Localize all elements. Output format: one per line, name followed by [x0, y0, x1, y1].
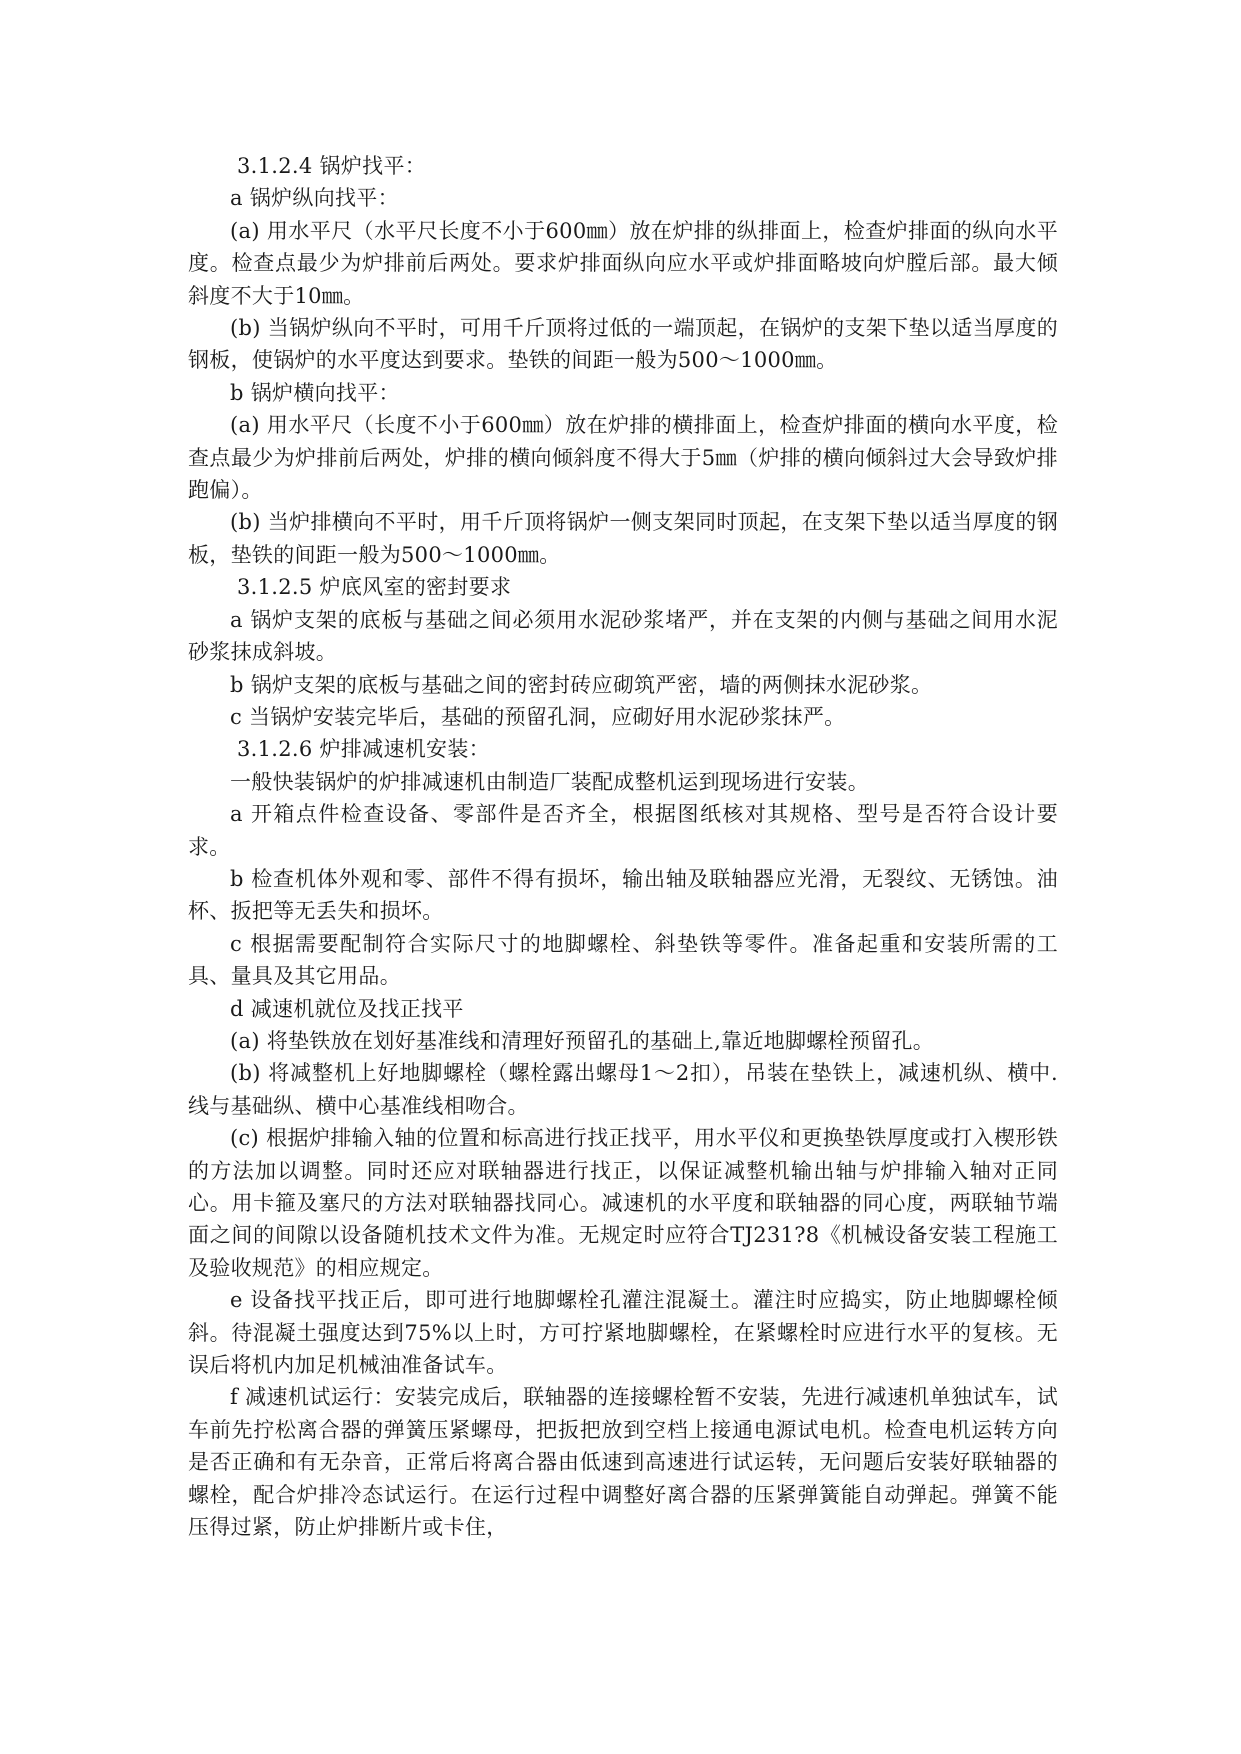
- paragraph: a 锅炉支架的底板与基础之间必须用水泥砂浆堵严，并在支架的内侧与基础之间用水泥砂浆抹成斜坡。: [188, 607, 1058, 665]
- paragraph: f 减速机试运行：安装完成后，联轴器的连接螺栓暂不安装，先进行减速机单独试车，试车前先拧松离合器的弹簧压紧螺母，把扳把放到空档上接通电源试电机。检查电机运转方向是否正确和有无杂音，正常后将离合器由低速到高速进行试运转，无问题后安装好联轴器的螺栓，配合炉排冷态试运行。在运行过程中调整好离合器的压紧弹簧能自动弹起。弹簧不能压得过紧，防止炉排断片或卡住，: [188, 1385, 1058, 1540]
- paragraph: b 锅炉支架的底板与基础之间的密封砖应砌筑严密，墙的两侧抹水泥砂浆。: [230, 672, 933, 697]
- paragraph: (c) 根据炉排输入轴的位置和标高进行找正找平，用水平仪和更换垫铁厚度或打入楔形铁的方法加以调整。同时还应对联轴器进行找正，以保证减整机输出轴与炉排输入轴对正同心。用卡箍及塞尺的方法对联轴器找同心。减速机的水平度和联轴器的同心度，两联轴节端面之间的间隙以设备随机技术文件为准。无规定时应符合TJ231?8《机械设备安装工程施工及验收规范》的相应规定。: [188, 1126, 1058, 1280]
- paragraph: (a) 用水平尺（水平尺长度不小于600㎜）放在炉排的纵排面上，检查炉排面的纵向水平度。检查点最少为炉排前后两处。要求炉排面纵向应水平或炉排面略坡向炉膛后部。最大倾斜度不大于10㎜。: [188, 218, 1058, 308]
- paragraph: (a) 将垫铁放在划好基准线和清理好预留孔的基础上,靠近地脚螺栓预留孔。: [230, 1028, 935, 1053]
- paragraph: c 当锅炉安装完毕后，基础的预留孔洞，应砌好用水泥砂浆抹严。: [230, 704, 846, 729]
- subsection-d-heading: d 减速机就位及找正找平: [230, 996, 464, 1021]
- paragraph: (b) 将减整机上好地脚螺栓（螺栓露出螺母1～2扣），吊装在垫铁上，减速机纵、横中.线与基础纵、横中心基准线相吻合。: [188, 1061, 1058, 1118]
- paragraph: (a) 用水平尺（长度不小于600㎜）放在炉排的横排面上，检查炉排面的横向水平度，检查点最少为炉排前后两处，炉排的横向倾斜度不得大于5㎜（炉排的横向倾斜过大会导致炉排跑偏）。: [188, 413, 1058, 503]
- section-heading-3-1-2-5: 3.1.2.5 炉底风室的密封要求: [237, 575, 512, 600]
- paragraph: (b) 当炉排横向不平时，用千斤顶将锅炉一侧支架同时顶起，在支架下垫以适当厚度的钢板，垫铁的间距一般为500～1000㎜。: [188, 510, 1058, 567]
- paragraph: c 根据需要配制符合实际尺寸的地脚螺栓、斜垫铁等零件。准备起重和安装所需的工具、量具及其它用品。: [188, 931, 1058, 989]
- paragraph: b 检查机体外观和零、部件不得有损坏，输出轴及联轴器应光滑，无裂纹、无锈蚀。油杯、扳把等无丢失和损坏。: [188, 866, 1058, 924]
- paragraph: 一般快装锅炉的炉排减速机由制造厂装配成整机运到现场进行安装。: [230, 769, 869, 794]
- section-heading-3-1-2-4: 3.1.2.4 锅炉找平：: [237, 154, 427, 178]
- paragraph: a 开箱点件检查设备、零部件是否齐全，根据图纸核对其规格、型号是否符合设计要求。: [188, 802, 1058, 859]
- document-body: [188, 150, 1058, 1543]
- paragraph: e 设备找平找正后，即可进行地脚螺栓孔灌注混凝土。灌注时应捣实，防止地脚螺栓倾斜。待混凝土强度达到75%以上时，方可拧紧地脚螺栓，在紧螺栓时应进行水平的复核。无误后将机内加足机械油准备试车。: [188, 1288, 1058, 1378]
- subsection-b-heading: b 锅炉横向找平：: [230, 380, 400, 405]
- section-heading-3-1-2-6: 3.1.2.6 炉排减速机安装：: [237, 737, 490, 762]
- paragraph: (b) 当锅炉纵向不平时，可用千斤顶将过低的一端顶起，在锅炉的支架下垫以适当厚度的钢板，使锅炉的水平度达到要求。垫铁的间距一般为500～1000㎜。: [188, 316, 1058, 373]
- subsection-a-heading: a 锅炉纵向找平：: [230, 186, 399, 211]
